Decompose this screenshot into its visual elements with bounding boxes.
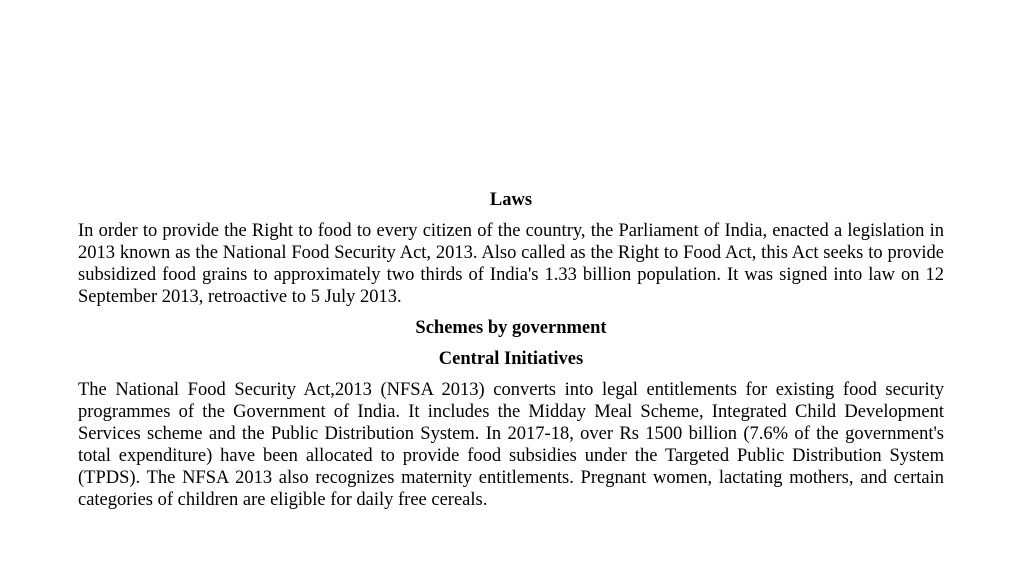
laws-paragraph: In order to provide the Right to food to every citizen of the country, the Parliament of India, enacted a legislation in 2013 known as the National Food Security Act, 2013. Also called as the Right to Food Act, this Act seeks to provide subsidized food grains to approximately two thirds of India's 1.33 billion population. It was signed into law on 12 September 2013, retroactive to 5 July 2013.	[78, 221, 944, 307]
schemes-heading: Schemes by government	[415, 318, 607, 338]
laws-heading: Laws	[489, 190, 533, 210]
document-body	[78, 189, 944, 511]
central-initiatives-paragraph: The National Food Security Act,2013 (NFSA 2013) converts into legal entitlements for existing food security programmes of the Government of India. It includes the Midday Meal Scheme, Integrated Child Development Services scheme and the Public Distribution System. In 2017-18, over Rs 1500 billion (7.6% of the government's total expenditure) have been allocated to provide food subsidies under the Targeted Public Distribution System (TPDS). The NFSA 2013 also recognizes maternity entitlements. Pregnant women, lactating mothers, and certain categories of children are eligible for daily free cereals.	[78, 380, 944, 510]
central-initiatives-heading: Central Initiatives	[438, 349, 584, 369]
